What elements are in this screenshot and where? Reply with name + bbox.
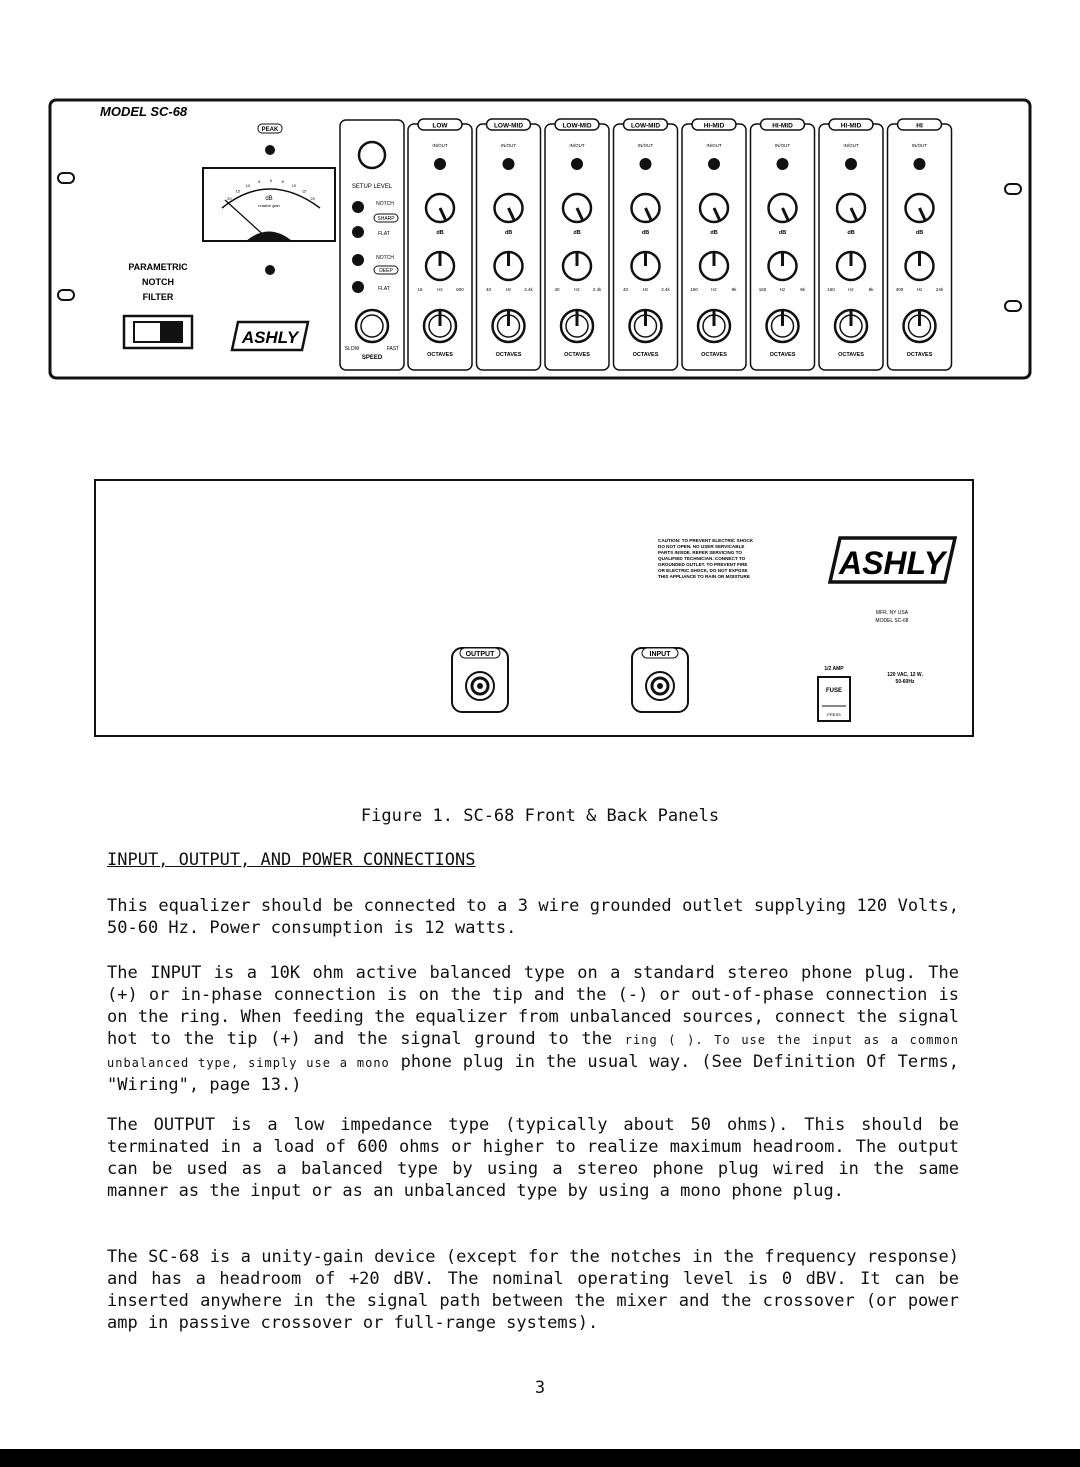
octaves-label: OCTAVES bbox=[838, 352, 864, 358]
freq-max-label: 24k bbox=[935, 287, 944, 292]
input-jack[interactable] bbox=[632, 648, 688, 712]
freq-max-label: 9k bbox=[800, 287, 805, 292]
fuse-rating: 1/2 AMP bbox=[824, 666, 844, 672]
band-module-1 bbox=[408, 119, 472, 370]
peak-label: PEAK bbox=[261, 127, 279, 133]
in-out-led-icon bbox=[777, 158, 789, 170]
band-name: LOW bbox=[432, 122, 448, 130]
freq-max-label: 2.4k bbox=[661, 287, 670, 292]
in-out-led-icon bbox=[434, 158, 446, 170]
band-module-5 bbox=[682, 119, 746, 370]
freq-min-label: 16 bbox=[417, 287, 423, 292]
freq-min-label: 160 bbox=[758, 287, 767, 292]
freq-unit-label: Hz bbox=[505, 287, 512, 292]
band-name: HI-MID bbox=[772, 122, 793, 130]
figure-caption: Figure 1. SC-68 Front & Back Panels bbox=[360, 806, 720, 826]
svg-text:QUALIFIED TECHNICIAN. CONNECT: QUALIFIED TECHNICIAN. CONNECT TO bbox=[658, 556, 746, 561]
svg-text:SETUP LEVEL: SETUP LEVEL bbox=[351, 184, 393, 190]
freq-max-label: 600 bbox=[456, 287, 464, 292]
in-out-led-icon bbox=[914, 158, 926, 170]
band-module-6 bbox=[751, 119, 815, 370]
power-rating-1: 120 VAC, 12 W, bbox=[887, 672, 923, 678]
in-out-led-icon bbox=[571, 158, 583, 170]
back-model-label: MODEL SC-68 bbox=[875, 618, 909, 624]
octaves-label: OCTAVES bbox=[564, 352, 590, 358]
band-name: HI-MID bbox=[840, 122, 862, 130]
db-label: dB bbox=[573, 230, 581, 236]
vu-meter bbox=[203, 168, 335, 241]
peak-led-icon bbox=[265, 145, 275, 155]
band-module-4 bbox=[614, 119, 678, 370]
paragraph-input-small: ring ( ). To use the input as a common unbalanced type, simply use a mono bbox=[107, 1033, 959, 1070]
rack-hole-icon bbox=[1005, 301, 1021, 311]
output-jack[interactable] bbox=[452, 648, 508, 712]
svg-text:NOTCH: NOTCH bbox=[376, 255, 394, 261]
svg-text:ASHLY: ASHLY bbox=[241, 328, 299, 347]
freq-min-label: 40 bbox=[554, 287, 560, 292]
in-out-led-icon bbox=[845, 158, 857, 170]
svg-text:GROUNDED OUTLET. TO PREVENT FI: GROUNDED OUTLET. TO PREVENT FIRE bbox=[658, 562, 748, 567]
meter-tick-label: 20 bbox=[227, 196, 232, 202]
in-out-led-icon bbox=[640, 158, 652, 170]
freq-unit-label: Hz bbox=[779, 287, 786, 292]
svg-text:PARTS INSIDE. REFER SERVICING: PARTS INSIDE. REFER SERVICING TO bbox=[658, 550, 742, 555]
svg-text:DEEP: DEEP bbox=[379, 268, 393, 274]
freq-max-label: 9k bbox=[868, 287, 874, 292]
meter-tick-label: 5 bbox=[281, 179, 284, 185]
freq-unit-label: Hz bbox=[916, 287, 923, 292]
rack-hole-icon bbox=[1005, 184, 1021, 194]
back-panel-figure bbox=[0, 470, 1080, 750]
freq-min-label: 400 bbox=[895, 287, 904, 292]
freq-max-label: 9k bbox=[731, 287, 737, 292]
rack-hole-icon bbox=[58, 290, 74, 300]
svg-text:FUSE: FUSE bbox=[825, 688, 843, 694]
in-out-label: IN/OUT bbox=[706, 143, 722, 148]
band-module-3 bbox=[545, 119, 609, 370]
svg-text:THIS APPLIANCE TO RAIN OR MOIS: THIS APPLIANCE TO RAIN OR MOISTURE bbox=[658, 574, 750, 579]
octaves-label: OCTAVES bbox=[632, 352, 659, 358]
power-switch[interactable] bbox=[124, 316, 192, 348]
freq-unit-label: Hz bbox=[848, 287, 854, 292]
freq-max-label: 2.4k bbox=[524, 287, 533, 292]
title-line-3: FILTER bbox=[142, 292, 174, 302]
in-out-label: IN/OUT bbox=[911, 143, 928, 148]
svg-text:ASHLY: ASHLY bbox=[838, 545, 946, 581]
svg-text:SLOW: SLOW bbox=[344, 346, 360, 352]
band-module-8 bbox=[888, 119, 952, 370]
power-led-icon bbox=[265, 265, 275, 275]
meter-tick-label: 10 bbox=[291, 182, 297, 188]
back-mfr-label: MFR. NY USA bbox=[875, 610, 909, 616]
freq-min-label: 40 bbox=[622, 287, 629, 292]
paragraph-input-main: The INPUT is a 10K ohm active balanced type on a standard stereo phone plug. The (+) or in-phase connection is on the tip and the (-) or out-of-phase connection is on the ring. When feeding the equalizer from unbalanced sources, connect the signal hot to the tip (+) and the signal ground to the bbox=[107, 963, 959, 1049]
freq-min-label: 160 bbox=[690, 287, 698, 292]
in-out-led-icon bbox=[708, 158, 720, 170]
octaves-label: OCTAVES bbox=[701, 352, 727, 358]
front-brand-logo bbox=[232, 322, 308, 350]
paragraph-power: This equalizer should be connected to a 3 wire grounded outlet supplying 120 Volts, 50-60 Hz. Power consumption is 12 watts. bbox=[107, 896, 959, 938]
octaves-label: OCTAVES bbox=[906, 352, 933, 358]
notch-led-2-icon bbox=[352, 254, 364, 266]
svg-text:FLAT: FLAT bbox=[378, 231, 390, 237]
meter-tick-label: 10 bbox=[245, 182, 251, 188]
notch-led-icon bbox=[352, 201, 364, 213]
db-label: dB bbox=[778, 230, 787, 236]
in-out-label: IN/OUT bbox=[843, 143, 859, 148]
paragraph-input-end: phone plug in the usual way. (See Definition Of Terms, "Wiring", page 13.) bbox=[107, 1052, 959, 1095]
section-heading: INPUT, OUTPUT, AND POWER CONNECTIONS bbox=[107, 850, 476, 870]
rack-hole-icon bbox=[58, 173, 74, 183]
meter-tick-label: 15 bbox=[301, 188, 307, 194]
fuse-holder[interactable] bbox=[818, 677, 850, 721]
in-out-label: IN/OUT bbox=[774, 143, 791, 148]
front-model-label: MODEL SC-68 bbox=[100, 104, 188, 119]
meter-db-label: dB bbox=[265, 196, 273, 202]
svg-text:SPEED: SPEED bbox=[361, 355, 383, 361]
meter-sub-label: relative gain bbox=[258, 203, 280, 208]
db-label: dB bbox=[847, 230, 855, 236]
flat-led-2-icon bbox=[352, 281, 364, 293]
freq-max-label: 2.4k bbox=[592, 287, 602, 292]
scan-bottom-bar bbox=[0, 1449, 1080, 1467]
svg-text:SHARP: SHARP bbox=[377, 216, 395, 222]
band-module-7 bbox=[819, 119, 883, 370]
svg-text:CAUTION: TO PREVENT ELECTRIC S: CAUTION: TO PREVENT ELECTRIC SHOCK bbox=[658, 538, 754, 543]
svg-text:DO NOT OPEN. NO USER SERVICABL: DO NOT OPEN. NO USER SERVICABLE bbox=[658, 544, 745, 549]
in-out-led-icon bbox=[503, 158, 515, 170]
octaves-label: OCTAVES bbox=[769, 352, 796, 358]
paragraph-input bbox=[107, 962, 959, 1096]
db-label: dB bbox=[710, 230, 718, 236]
band-name: LOW-MID bbox=[562, 122, 592, 130]
input-label: INPUT bbox=[649, 651, 671, 658]
caution-block bbox=[658, 538, 754, 579]
in-out-label: IN/OUT bbox=[432, 143, 448, 148]
svg-text:PRESS: PRESS bbox=[827, 712, 841, 717]
freq-unit-label: Hz bbox=[574, 287, 580, 292]
freq-min-label: 40 bbox=[485, 287, 492, 292]
db-label: dB bbox=[641, 230, 650, 236]
db-label: dB bbox=[915, 230, 924, 236]
svg-text:FAST: FAST bbox=[386, 346, 400, 352]
paragraph-unity-gain: The SC-68 is a unity-gain device (except for the notches in the frequency response) and has a headroom of +20 dBV. The nominal operating level is 0 dBV. It can be inserted anywhere in the signal path between the mixer and the crossover (or power amp in passive crossover or full-range systems). bbox=[107, 1247, 959, 1333]
in-out-label: IN/OUT bbox=[569, 143, 585, 148]
title-line-1: PARAMETRIC bbox=[128, 262, 188, 272]
band-modules bbox=[408, 119, 952, 370]
svg-text:NOTCH: NOTCH bbox=[376, 201, 394, 207]
svg-text:OR ELECTRIC SHOCK, DO NOT EXPO: OR ELECTRIC SHOCK, DO NOT EXPOSE bbox=[658, 568, 748, 573]
freq-unit-label: Hz bbox=[711, 287, 717, 292]
db-label: dB bbox=[504, 230, 513, 236]
back-brand-logo bbox=[830, 538, 955, 582]
db-label: dB bbox=[436, 230, 444, 236]
page-number: 3 bbox=[534, 1378, 546, 1398]
paragraph-output: The OUTPUT is a low impedance type (typically about 50 ohms). This should be terminated in a load of 600 ohms or higher to realize maximum headroom. The output can be used as a balanced type by using a stereo phone plug wired in the same manner as the input or as an unbalanced type by using a mono phone plug. bbox=[107, 1115, 959, 1201]
band-module-2 bbox=[477, 119, 541, 370]
band-name: HI bbox=[916, 122, 923, 130]
meter-tick-label: 5 bbox=[258, 179, 261, 185]
in-out-label: IN/OUT bbox=[500, 143, 517, 148]
setup-level-knob bbox=[359, 142, 385, 168]
freq-min-label: 160 bbox=[827, 287, 835, 292]
flat-led-icon bbox=[352, 226, 364, 238]
svg-text:FLAT: FLAT bbox=[378, 286, 390, 292]
front-panel-figure bbox=[0, 0, 1080, 400]
freq-unit-label: Hz bbox=[437, 287, 443, 292]
band-name: HI-MID bbox=[703, 122, 725, 130]
power-rating-2: 50-60Hz bbox=[895, 679, 915, 685]
meter-tick-label: 20 bbox=[310, 196, 315, 202]
freq-unit-label: Hz bbox=[642, 287, 649, 292]
band-name: LOW-MID bbox=[493, 122, 524, 130]
setup-module bbox=[340, 120, 404, 370]
output-label: OUTPUT bbox=[465, 651, 495, 658]
octaves-label: OCTAVES bbox=[495, 352, 522, 358]
meter-tick-label: 15 bbox=[235, 188, 241, 194]
meter-tick-label: 0 bbox=[269, 178, 273, 183]
title-line-2: NOTCH bbox=[142, 277, 174, 287]
back-panel-chassis bbox=[95, 480, 973, 736]
in-out-label: IN/OUT bbox=[637, 143, 654, 148]
band-name: LOW-MID bbox=[630, 122, 661, 130]
octaves-label: OCTAVES bbox=[427, 352, 453, 358]
